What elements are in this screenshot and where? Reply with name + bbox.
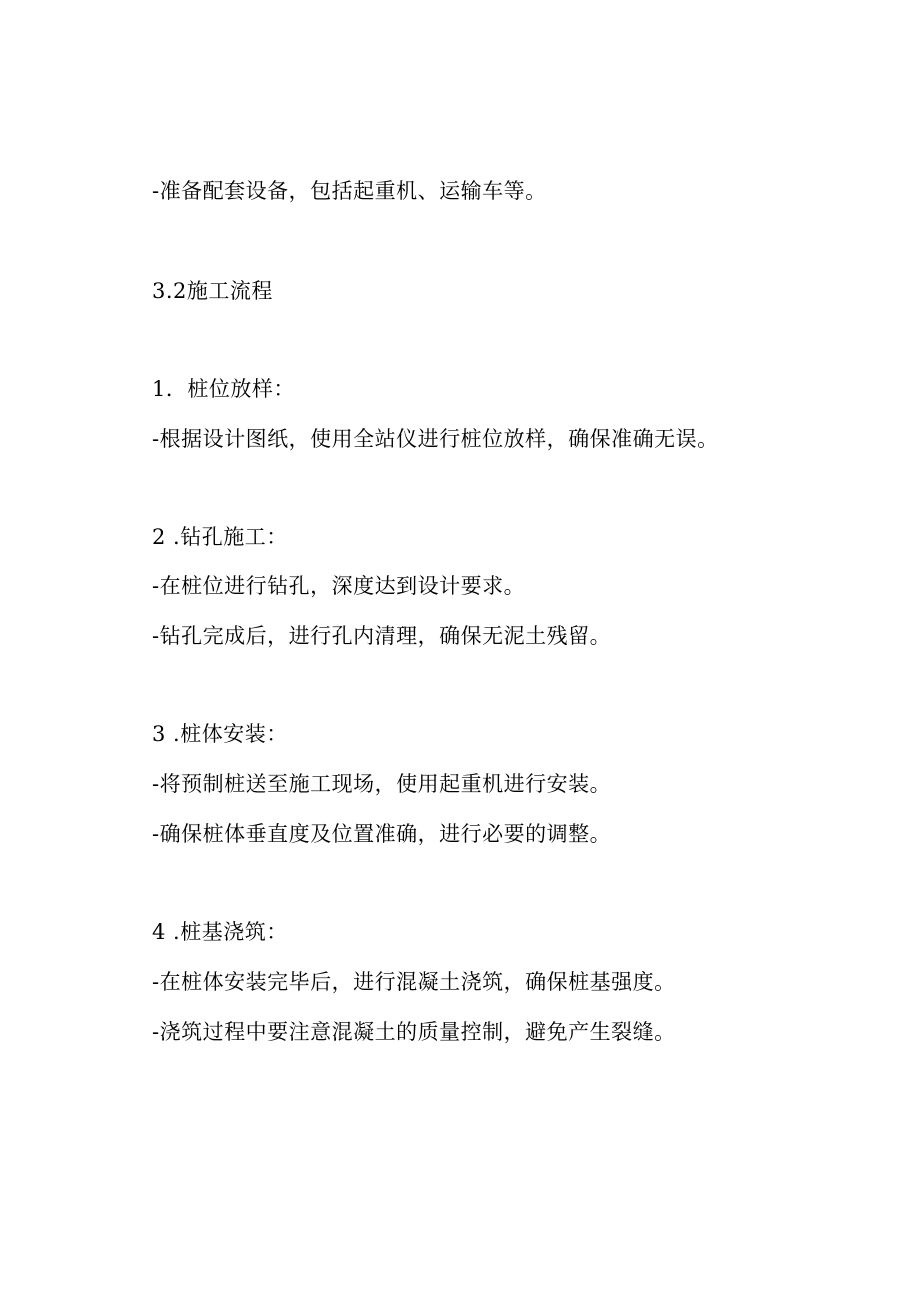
step-1-bullet-1: -根据设计图纸，使用全站仪进行桩位放样，确保准确无误。 (152, 427, 719, 451)
step-2-heading: 2 .钻孔施工： (152, 525, 288, 549)
step-4-heading: 4 .桩基浇筑： (152, 920, 288, 944)
step-4-bullet-1: -在桩体安装完毕后，进行混凝土浇筑，确保桩基强度。 (152, 970, 676, 994)
step-2-bullet-2: -钻孔完成后，进行孔内清理，确保无泥土残留。 (152, 624, 612, 648)
intro-bullet: -准备配套设备，包括起重机、运输车等。 (152, 179, 547, 203)
step-2-bullet-1: -在桩位进行钻孔，深度达到设计要求。 (152, 574, 526, 598)
step-3-heading: 3 .桩体安装： (152, 722, 288, 746)
step-3-bullet-1: -将预制桩送至施工现场，使用起重机进行安装。 (152, 772, 612, 796)
step-4-bullet-2: -浇筑过程中要注意混凝土的质量控制，避免产生裂缝。 (152, 1020, 676, 1044)
step-1-heading: 1．桩位放样： (152, 377, 295, 401)
step-3-bullet-2: -确保桩体垂直度及位置准确，进行必要的调整。 (152, 822, 612, 846)
section-heading: 3.2施工流程 (152, 279, 273, 303)
